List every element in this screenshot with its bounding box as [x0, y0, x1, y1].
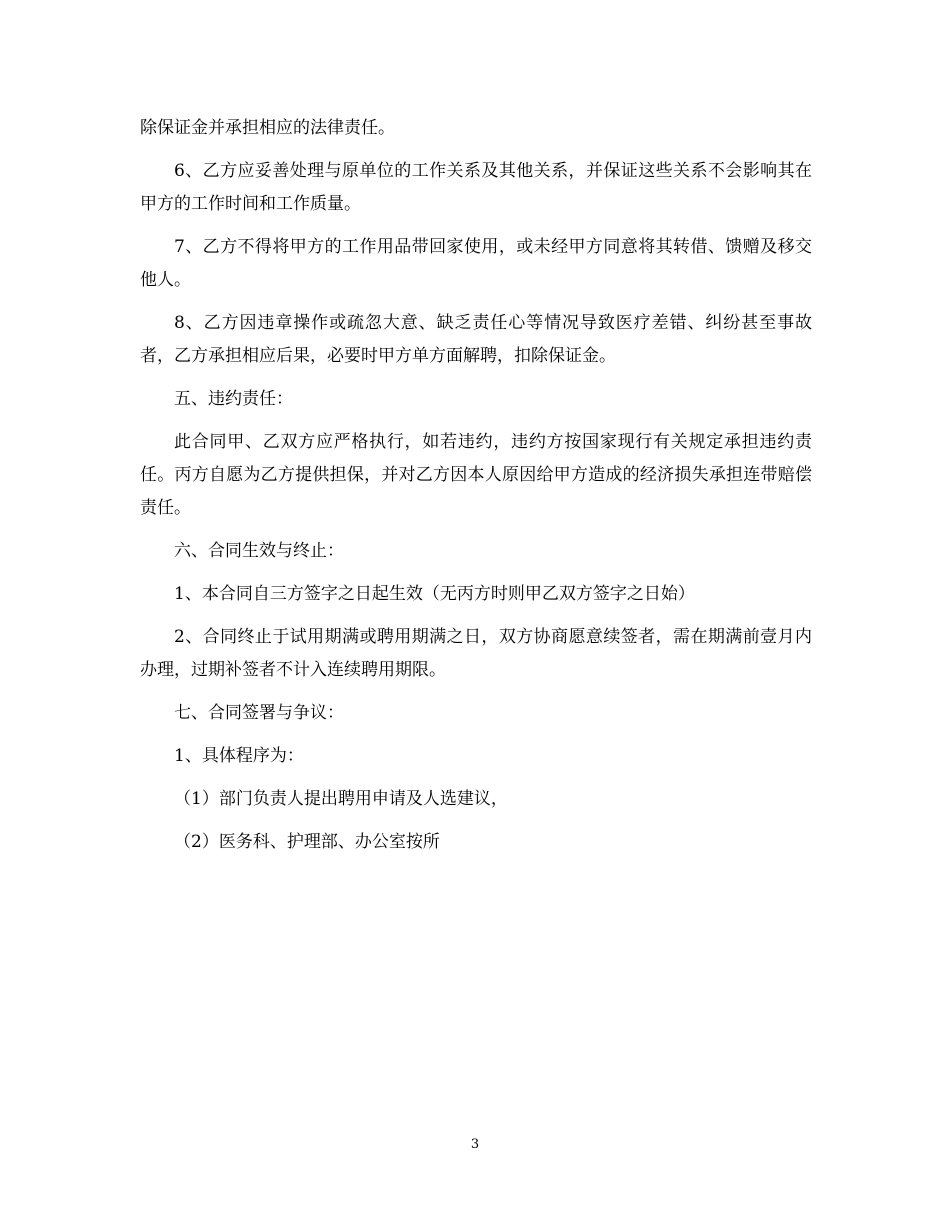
paragraph-procedure-step-1: （1）部门负责人提出聘用申请及人选建议， [174, 789, 508, 809]
paragraph-procedure-1: 1、具体程序为： [174, 746, 304, 766]
paragraph-clause-6: 6、乙方应妥善处理与原单位的工作关系及其他关系，并保证这些关系不会影响其在甲方的工作时间和工作质量。 [140, 161, 812, 214]
paragraph-termination-2: 2、合同终止于试用期满或聘用期满之日，双方协商愿意续签者，需在期满前壹月内办理，过期补签者不计入连续聘用期限。 [140, 627, 812, 680]
paragraph-clause-7: 7、乙方不得将甲方的工作用品带回家使用，或未经甲方同意将其转借、馈赠及移交他人。 [140, 237, 812, 290]
page-number: 3 [470, 1137, 480, 1152]
paragraph-procedure-step-2: （2）医务科、护理部、办公室按所 [174, 832, 440, 852]
document-body [140, 112, 812, 869]
paragraph-effect-1: 1、本合同自三方签字之日起生效（无丙方时则甲乙双方签字之日始） [174, 584, 695, 604]
section-heading-signing-dispute: 七、合同签署与争议： [174, 703, 344, 723]
paragraph-continuation: 除保证金并承担相应的法律责任。 [140, 118, 395, 138]
section-heading-effect-termination: 六、合同生效与终止： [174, 541, 344, 561]
paragraph-clause-8: 8、乙方因违章操作或疏忽大意、缺乏责任心等情况导致医疗差错、纠纷甚至事故者，乙方承担相应后果，必要时甲方单方面解聘，扣除保证金。 [140, 313, 812, 366]
section-heading-breach: 五、违约责任： [174, 389, 293, 409]
paragraph-breach-liability: 此合同甲、乙双方应严格执行，如若违约，违约方按国家现行有关规定承担违约责任。丙方自愿为乙方提供担保，并对乙方因本人原因给甲方造成的经济损失承担连带赔偿责任。 [140, 432, 812, 518]
